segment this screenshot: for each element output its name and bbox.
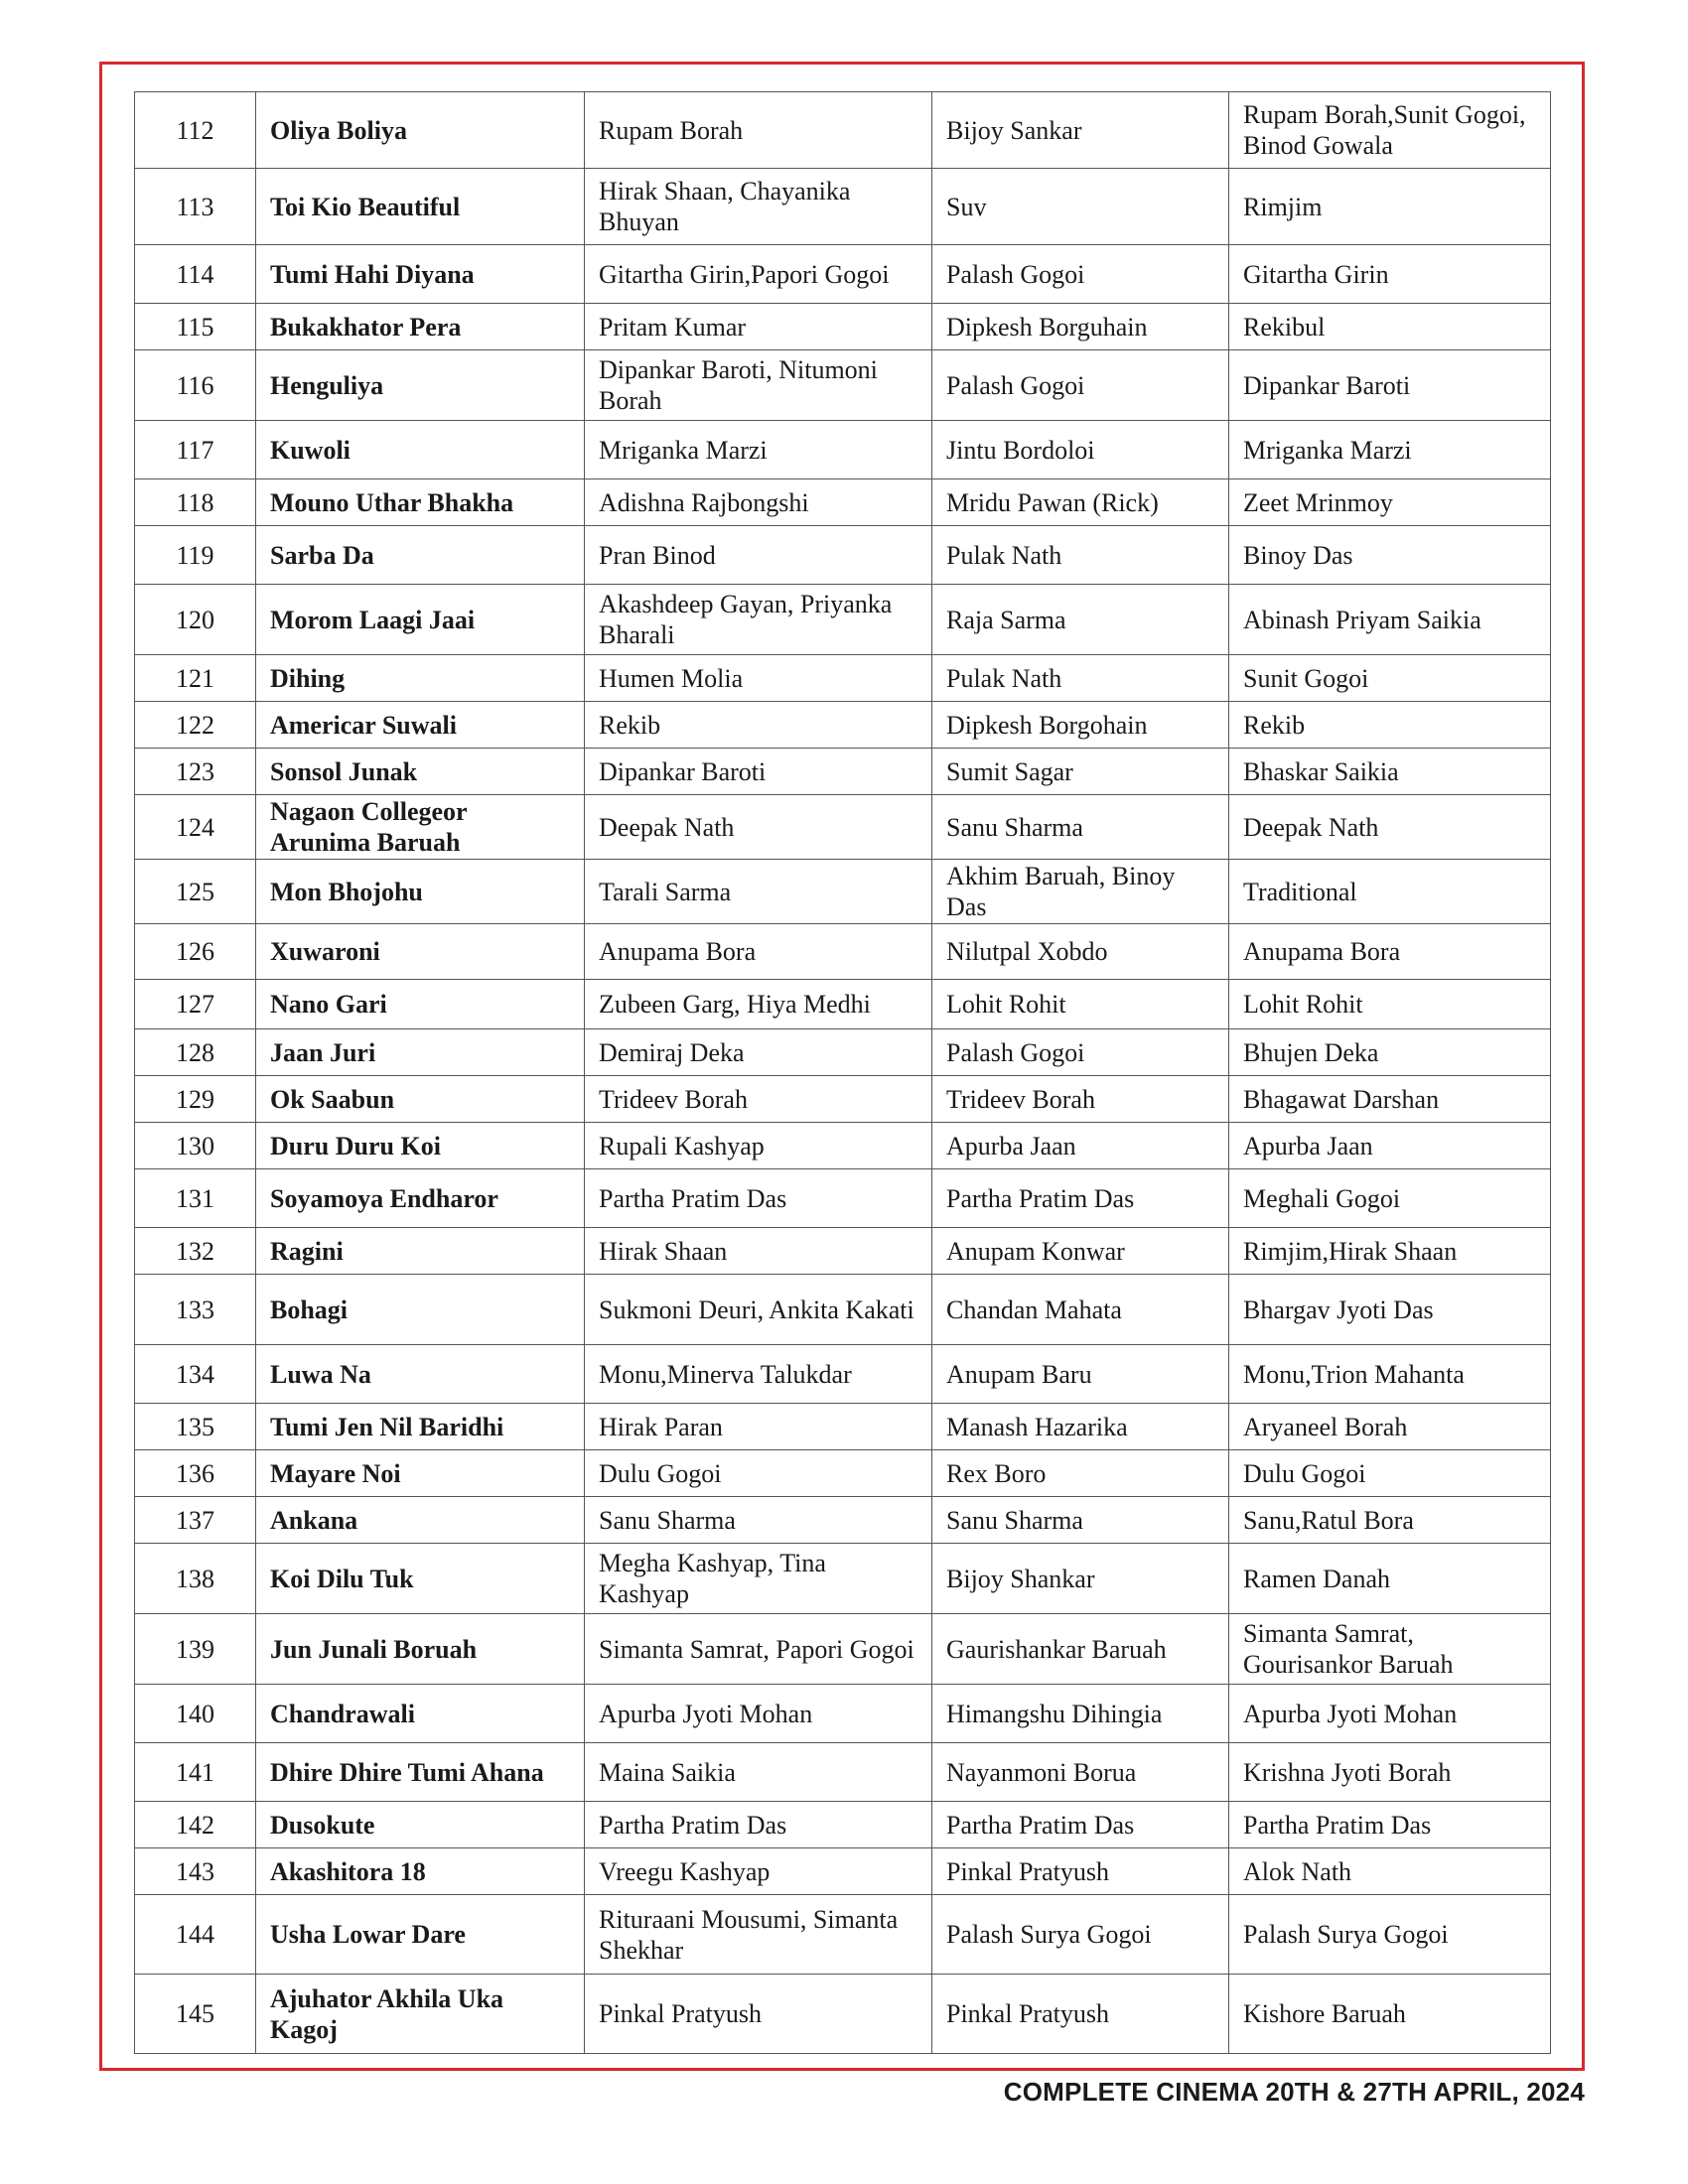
music-director: Akhim Baruah, Binoy Das (932, 860, 1229, 924)
table-row (135, 1848, 1551, 1895)
song-title: Usha Lowar Dare (256, 1895, 585, 1975)
singer-name: Akashdeep Gayan, Priyanka Bharali (585, 585, 932, 655)
song-title: Chandrawali (256, 1685, 585, 1743)
music-director: Dipkesh Borguhain (932, 304, 1229, 350)
music-director: Apurba Jaan (932, 1123, 1229, 1169)
lyricist: Gitartha Girin (1229, 245, 1551, 304)
song-number: 123 (135, 749, 256, 795)
song-credits-table (134, 91, 1551, 2054)
song-title: Bukakhator Pera (256, 304, 585, 350)
song-title: Morom Laagi Jaai (256, 585, 585, 655)
table-row (135, 526, 1551, 585)
singer-name: Maina Saikia (585, 1743, 932, 1802)
song-number: 141 (135, 1743, 256, 1802)
song-number: 127 (135, 980, 256, 1029)
lyricist: Rekib (1229, 702, 1551, 749)
table-row (135, 585, 1551, 655)
lyricist: Apurba Jaan (1229, 1123, 1551, 1169)
table-row (135, 1029, 1551, 1076)
song-title: Henguliya (256, 350, 585, 421)
singer-name: Trideev Borah (585, 1076, 932, 1123)
table-row (135, 169, 1551, 245)
table-row (135, 1544, 1551, 1614)
song-number: 139 (135, 1614, 256, 1685)
music-director: Mridu Pawan (Rick) (932, 479, 1229, 526)
lyricist: Lohit Rohit (1229, 980, 1551, 1029)
music-director: Gaurishankar Baruah (932, 1614, 1229, 1685)
music-director: Dipkesh Borgohain (932, 702, 1229, 749)
song-title: Ankana (256, 1497, 585, 1544)
lyricist: Rimjim,Hirak Shaan (1229, 1228, 1551, 1275)
singer-name: Partha Pratim Das (585, 1169, 932, 1228)
singer-name: Humen Molia (585, 655, 932, 702)
table-row (135, 749, 1551, 795)
music-director: Pulak Nath (932, 655, 1229, 702)
table-row (135, 1076, 1551, 1123)
table-row (135, 1497, 1551, 1544)
table-row (135, 1975, 1551, 2054)
lyricist: Apurba Jyoti Mohan (1229, 1685, 1551, 1743)
lyricist: Sunit Gogoi (1229, 655, 1551, 702)
table-row (135, 1404, 1551, 1450)
lyricist: Meghali Gogoi (1229, 1169, 1551, 1228)
song-number: 125 (135, 860, 256, 924)
singer-name: Hirak Shaan, Chayanika Bhuyan (585, 169, 932, 245)
music-director: Sanu Sharma (932, 1497, 1229, 1544)
singer-name: Monu,Minerva Talukdar (585, 1345, 932, 1404)
publication-footer: COMPLETE CINEMA 20TH & 27TH APRIL, 2024 (1003, 2077, 1585, 2107)
music-director: Sanu Sharma (932, 795, 1229, 860)
table-row (135, 702, 1551, 749)
singer-name: Deepak Nath (585, 795, 932, 860)
singer-name: Gitartha Girin,Papori Gogoi (585, 245, 932, 304)
song-number: 137 (135, 1497, 256, 1544)
song-title: Jaan Juri (256, 1029, 585, 1076)
song-credits-body (135, 92, 1551, 2054)
lyricist: Palash Surya Gogoi (1229, 1895, 1551, 1975)
song-number: 133 (135, 1275, 256, 1345)
lyricist: Rupam Borah,Sunit Gogoi, Binod Gowala (1229, 92, 1551, 169)
music-director: Jintu Bordoloi (932, 421, 1229, 479)
song-number: 118 (135, 479, 256, 526)
song-number: 124 (135, 795, 256, 860)
lyricist: Monu,Trion Mahanta (1229, 1345, 1551, 1404)
music-director: Nayanmoni Borua (932, 1743, 1229, 1802)
table-row (135, 1169, 1551, 1228)
song-number: 142 (135, 1802, 256, 1848)
song-number: 116 (135, 350, 256, 421)
song-number: 126 (135, 924, 256, 980)
table-row (135, 92, 1551, 169)
lyricist: Bhujen Deka (1229, 1029, 1551, 1076)
table-row (135, 1743, 1551, 1802)
song-number: 134 (135, 1345, 256, 1404)
song-title: Americar Suwali (256, 702, 585, 749)
lyricist: Dipankar Baroti (1229, 350, 1551, 421)
lyricist: Kishore Baruah (1229, 1975, 1551, 2054)
table-row (135, 1614, 1551, 1685)
music-director: Rex Boro (932, 1450, 1229, 1497)
song-number: 115 (135, 304, 256, 350)
music-director: Palash Gogoi (932, 245, 1229, 304)
song-title: Tumi Jen Nil Baridhi (256, 1404, 585, 1450)
lyricist: Binoy Das (1229, 526, 1551, 585)
singer-name: Zubeen Garg, Hiya Medhi (585, 980, 932, 1029)
music-director: Pulak Nath (932, 526, 1229, 585)
song-number: 114 (135, 245, 256, 304)
lyricist: Rekibul (1229, 304, 1551, 350)
music-director: Anupam Konwar (932, 1228, 1229, 1275)
music-director: Palash Gogoi (932, 1029, 1229, 1076)
song-title: Tumi Hahi Diyana (256, 245, 585, 304)
music-director: Palash Surya Gogoi (932, 1895, 1229, 1975)
song-number: 135 (135, 1404, 256, 1450)
table-row (135, 860, 1551, 924)
song-title: Sonsol Junak (256, 749, 585, 795)
lyricist: Deepak Nath (1229, 795, 1551, 860)
music-director: Pinkal Pratyush (932, 1848, 1229, 1895)
song-number: 132 (135, 1228, 256, 1275)
music-director: Bijoy Sankar (932, 92, 1229, 169)
song-number: 129 (135, 1076, 256, 1123)
song-title: Mayare Noi (256, 1450, 585, 1497)
song-title: Jun Junali Boruah (256, 1614, 585, 1685)
singer-name: Megha Kashyap, Tina Kashyap (585, 1544, 932, 1614)
song-number: 138 (135, 1544, 256, 1614)
table-row (135, 655, 1551, 702)
lyricist: Ramen Danah (1229, 1544, 1551, 1614)
singer-name: Adishna Rajbongshi (585, 479, 932, 526)
music-director: Partha Pratim Das (932, 1802, 1229, 1848)
table-row (135, 304, 1551, 350)
table-row (135, 479, 1551, 526)
table-row (135, 795, 1551, 860)
lyricist: Traditional (1229, 860, 1551, 924)
song-number: 136 (135, 1450, 256, 1497)
music-director: Raja Sarma (932, 585, 1229, 655)
song-title: Kuwoli (256, 421, 585, 479)
song-title: Dihing (256, 655, 585, 702)
table-row (135, 1123, 1551, 1169)
lyricist: Krishna Jyoti Borah (1229, 1743, 1551, 1802)
song-title: Sarba Da (256, 526, 585, 585)
music-director: Bijoy Shankar (932, 1544, 1229, 1614)
music-director: Anupam Baru (932, 1345, 1229, 1404)
song-number: 121 (135, 655, 256, 702)
music-director: Lohit Rohit (932, 980, 1229, 1029)
music-director: Palash Gogoi (932, 350, 1229, 421)
music-director: Trideev Borah (932, 1076, 1229, 1123)
music-director: Partha Pratim Das (932, 1169, 1229, 1228)
table-row (135, 1228, 1551, 1275)
lyricist: Sanu,Ratul Bora (1229, 1497, 1551, 1544)
singer-name: Dipankar Baroti (585, 749, 932, 795)
lyricist: Rimjim (1229, 169, 1551, 245)
singer-name: Dipankar Baroti, Nitumoni Borah (585, 350, 932, 421)
singer-name: Pritam Kumar (585, 304, 932, 350)
lyricist: Bhagawat Darshan (1229, 1076, 1551, 1123)
song-number: 143 (135, 1848, 256, 1895)
song-title: Ajuhator Akhila Uka Kagoj (256, 1975, 585, 2054)
song-title: Nano Gari (256, 980, 585, 1029)
song-number: 130 (135, 1123, 256, 1169)
lyricist: Zeet Mrinmoy (1229, 479, 1551, 526)
table-row (135, 1275, 1551, 1345)
music-director: Chandan Mahata (932, 1275, 1229, 1345)
singer-name: Rekib (585, 702, 932, 749)
song-title: Mouno Uthar Bhakha (256, 479, 585, 526)
lyricist: Dulu Gogoi (1229, 1450, 1551, 1497)
music-director: Manash Hazarika (932, 1404, 1229, 1450)
singer-name: Partha Pratim Das (585, 1802, 932, 1848)
singer-name: Sukmoni Deuri, Ankita Kakati (585, 1275, 932, 1345)
lyricist: Simanta Samrat, Gourisankor Baruah (1229, 1614, 1551, 1685)
singer-name: Hirak Paran (585, 1404, 932, 1450)
song-title: Duru Duru Koi (256, 1123, 585, 1169)
singer-name: Hirak Shaan (585, 1228, 932, 1275)
song-title: Dhire Dhire Tumi Ahana (256, 1743, 585, 1802)
song-title: Mon Bhojohu (256, 860, 585, 924)
table-row (135, 980, 1551, 1029)
music-director: Sumit Sagar (932, 749, 1229, 795)
music-director: Himangshu Dihingia (932, 1685, 1229, 1743)
song-title: Koi Dilu Tuk (256, 1544, 585, 1614)
singer-name: Mriganka Marzi (585, 421, 932, 479)
singer-name: Apurba Jyoti Mohan (585, 1685, 932, 1743)
song-title: Oliya Boliya (256, 92, 585, 169)
lyricist: Anupama Bora (1229, 924, 1551, 980)
table-row (135, 350, 1551, 421)
lyricist: Alok Nath (1229, 1848, 1551, 1895)
song-title: Toi Kio Beautiful (256, 169, 585, 245)
song-number: 113 (135, 169, 256, 245)
table-row (135, 924, 1551, 980)
song-title: Ok Saabun (256, 1076, 585, 1123)
singer-name: Tarali Sarma (585, 860, 932, 924)
table-row (135, 1685, 1551, 1743)
song-number: 117 (135, 421, 256, 479)
table-row (135, 1895, 1551, 1975)
music-director: Pinkal Pratyush (932, 1975, 1229, 2054)
singer-name: Rupali Kashyap (585, 1123, 932, 1169)
song-title: Bohagi (256, 1275, 585, 1345)
table-row (135, 1345, 1551, 1404)
table-row (135, 245, 1551, 304)
song-title: Luwa Na (256, 1345, 585, 1404)
singer-name: Simanta Samrat, Papori Gogoi (585, 1614, 932, 1685)
table-row (135, 1802, 1551, 1848)
song-number: 122 (135, 702, 256, 749)
song-title: Nagaon Collegeor Arunima Baruah (256, 795, 585, 860)
singer-name: Pinkal Pratyush (585, 1975, 932, 2054)
song-number: 131 (135, 1169, 256, 1228)
song-number: 144 (135, 1895, 256, 1975)
lyricist: Bhaskar Saikia (1229, 749, 1551, 795)
song-number: 140 (135, 1685, 256, 1743)
song-number: 120 (135, 585, 256, 655)
song-title: Akashitora 18 (256, 1848, 585, 1895)
lyricist: Mriganka Marzi (1229, 421, 1551, 479)
singer-name: Rituraani Mousumi, Simanta Shekhar (585, 1895, 932, 1975)
table-row (135, 1450, 1551, 1497)
singer-name: Pran Binod (585, 526, 932, 585)
song-number: 145 (135, 1975, 256, 2054)
singer-name: Dulu Gogoi (585, 1450, 932, 1497)
song-number: 128 (135, 1029, 256, 1076)
lyricist: Aryaneel Borah (1229, 1404, 1551, 1450)
song-title: Soyamoya Endharor (256, 1169, 585, 1228)
song-title: Dusokute (256, 1802, 585, 1848)
song-number: 119 (135, 526, 256, 585)
singer-name: Vreegu Kashyap (585, 1848, 932, 1895)
singer-name: Sanu Sharma (585, 1497, 932, 1544)
table-row (135, 421, 1551, 479)
song-title: Xuwaroni (256, 924, 585, 980)
lyricist: Partha Pratim Das (1229, 1802, 1551, 1848)
singer-name: Anupama Bora (585, 924, 932, 980)
lyricist: Abinash Priyam Saikia (1229, 585, 1551, 655)
music-director: Nilutpal Xobdo (932, 924, 1229, 980)
singer-name: Rupam Borah (585, 92, 932, 169)
music-director: Suv (932, 169, 1229, 245)
lyricist: Bhargav Jyoti Das (1229, 1275, 1551, 1345)
song-title: Ragini (256, 1228, 585, 1275)
song-number: 112 (135, 92, 256, 169)
singer-name: Demiraj Deka (585, 1029, 932, 1076)
